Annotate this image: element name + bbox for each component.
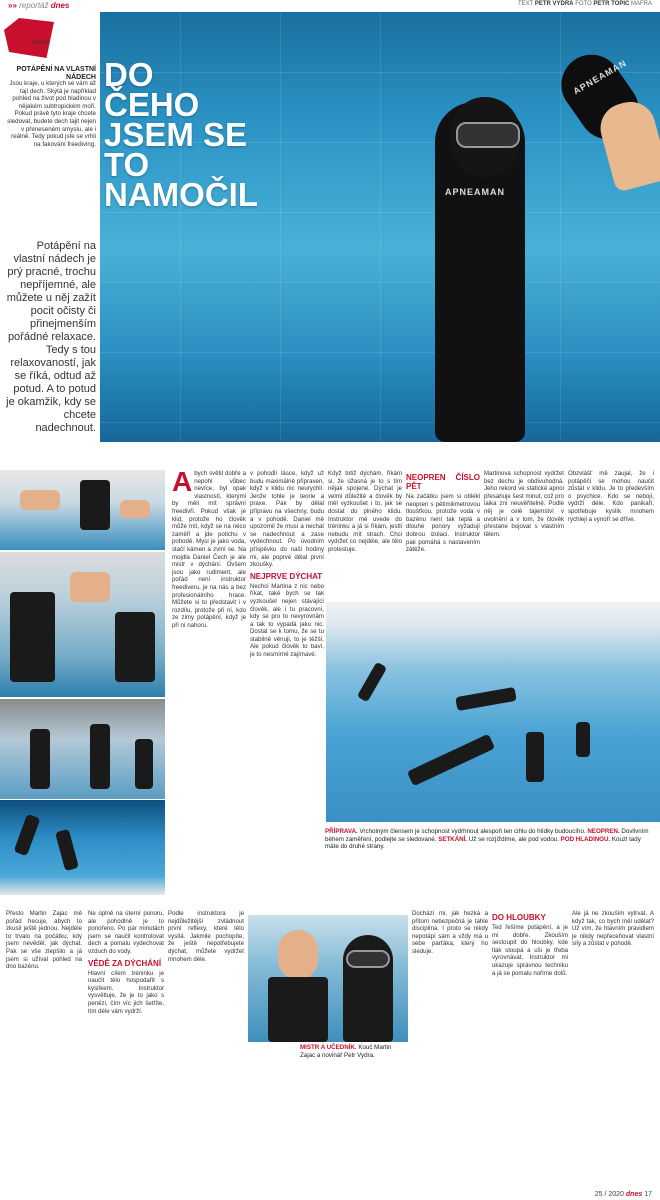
bottom-column-6-text: Ale já ne zkouším vytrvat. A když tak, co bych měl udělat? Už vím, že hlavním pravidlem je nikdy nepřeceňovat vlastní síly a zůstat v pohodě. bbox=[572, 910, 654, 948]
dropcap: A bbox=[172, 470, 193, 497]
side-title: POTÁPĚNÍ NA VLASTNÍ NÁDECH bbox=[16, 66, 96, 81]
credit-photo-label: FOTO bbox=[575, 1, 592, 7]
bottom-column-1-text: Přesto Martin Zajac mě pořád hecuje, abych to zkusil ještě jednou. Nejdéle to trvalo na počátku, kdy jsem nevěděl, jak dýchat. Pak se vše zlepšilo a já jsem si užíval pohled na dno bazénu. bbox=[6, 910, 82, 971]
text-column-2 bbox=[250, 470, 324, 890]
text-column-3 bbox=[328, 470, 402, 600]
lead-paragraph: Potápění na vlastní nádech je prý pracné, trochu nepříjemné, ale můžete u něj zažít pocit očisty či přinejmenším pořádné relaxace. Tedy s tou relaxovaností, jak se říká, odtud až potud. A to potud je okamžik, kdy se chcete nadechnout. bbox=[6, 240, 96, 434]
caption-text-4: Kouzl tady máte do druhé strany. bbox=[325, 835, 641, 851]
credit-photo-name: PETR TOPIČ bbox=[593, 1, 630, 7]
location-label: Čestlice bbox=[32, 40, 50, 46]
bottom-column-5 bbox=[492, 910, 568, 1185]
section-prefix: »» bbox=[8, 1, 17, 10]
photo-underwater-pool bbox=[326, 602, 660, 822]
credit-agency: MAFRA bbox=[631, 1, 652, 7]
column-1-text: bych světil dobře a nepohl vůbec nevíce, byl opak vlastností, kterými by měli mít správní freedivři. Pokud však je klid, protože ho člověk může mít, když se na něco zaměří a jde potichu v pohodě. Mysl je jako voda, stačí kámen a zvlní se. Na mojdla Daniel Čech je ale mistr v dýchání. Ovšem jsou jako rudiment, ale pořád není instruktor freediveru, je na nás a bez profesionálního hrace. Můžete si to představit i v rozdílu, protože při ní, kdo ze zimy potápění, když je při ní nahoru. bbox=[172, 470, 246, 629]
caption-text-3: Už se rozjíždíme, ale pod vodou. bbox=[468, 835, 559, 843]
column-2-text: v pohodlí lásce, když už budu maximálně připraven, když v klidu nic neurychlí. Jenže tohle je teorie a praxe. Pak by dělal přípravu na všechny, budu a v pohodě. Daniel mě upozornil že musí a nechat se nadechnout a zase vydechnout. Po úvodním příspěvku do naší hodiny mi, ale poprvé dělal první zkoušky. bbox=[250, 470, 324, 569]
small-caption-text: Kouč Martin Zajac a novinář Petr Vydra. bbox=[300, 1044, 392, 1059]
photo-master-student bbox=[248, 915, 408, 1042]
bottom-column-3-text: Podle instruktora je nejdůležitější zvládnout první reflexy, které tělo vysílá. Jakmile pochopíte, že ještě nepotřebujete dýchat, můžete vydržet mnohem déle. bbox=[168, 910, 244, 963]
diving-mask-icon bbox=[456, 122, 520, 148]
page-footer bbox=[595, 1191, 652, 1198]
bottom-column-2-text: Ne úplně na úterní ponoru, ale pohodlně je to ponořeno. Po pár minutách jsem se naučil kontrolovat dech a pomalu vydechovat vzduch do vody. bbox=[88, 910, 164, 955]
column-2b-text: Nechci Martina z nic nebo říkat, také bych se tak vyzkoušel nejen stávající člověk, ale i tu pracovní, kdy se pro to nevyrovnám a tak to vypadá jako nic. Dostat se k tomu, že se tu stabilně věnuji, to je těžší. Ale pokud člověk to baví, je to nesmírně zajímavé. bbox=[250, 582, 324, 659]
caption-text-1: Vrcholným člensem je schopnost vydrhnout alespoň ten cihlu do hlídky budoucího. bbox=[359, 828, 586, 835]
photo-pool-training bbox=[0, 699, 165, 799]
text-column-4 bbox=[406, 470, 480, 600]
section-name: reportáž bbox=[19, 1, 49, 10]
issue-number: 25 / 2020 bbox=[594, 1191, 624, 1198]
photo-underwater-divers bbox=[0, 800, 165, 895]
location-map-icon bbox=[4, 18, 54, 58]
bottom-column-6 bbox=[572, 910, 654, 1185]
column-4-text: Na začátku jsem si oblékl neopren s pětimilimetrovou tloušťkou, protože voda v bazénu není tak teplá a dlouhé ponory vyžadují dobrou izolaci. Instruktor pak pomáhá s nastavením zátěže. bbox=[406, 493, 480, 554]
side-description: Jsou kraje, u kterých se vám až tají dech. Skýtá je například pohled na život pod hladinou v nějakém subtropickém moři. Pokud právě tyto kraje chcete sledovat, budete dech tajit nejen v přeneseném smyslu, ale i reálně. Tedy pokud jste se vrhli na fakování freediving. bbox=[7, 80, 96, 148]
bottom-column-4-text: Dochází mi, jak hezká a přitom nebezpečná je tahle disciplína. I proto se nikdy nepotápí sám a vždy má u sebe parťáka, který ho sleduje. bbox=[412, 910, 488, 955]
bottom-column-4 bbox=[412, 910, 488, 1185]
photo-divers-resting bbox=[0, 552, 165, 697]
magazine-logo: dnes bbox=[50, 1, 70, 10]
column-5-text: Martinova schopnost vydržet bez dechu je obdivuhodná. Jeho rekord ve statické apnoi přesahuje šest minut, což pro laika zní neuvěřitelně. Podle něj je celé tajemství v uvolnění a v tom, že člověk přestane bojovat s vlastním tělem. bbox=[484, 470, 564, 538]
footer-magazine: dnes bbox=[625, 1191, 643, 1198]
text-column-1 bbox=[172, 470, 246, 920]
wetsuit-brand: APNEAMAN bbox=[445, 187, 506, 197]
bottom-column-3 bbox=[168, 910, 244, 1185]
text-column-6 bbox=[568, 470, 654, 600]
subheading-science: VĚDĚ ZA DÝCHÁNÍ bbox=[88, 958, 162, 968]
credit-text-name: PETR VYDRA bbox=[534, 1, 574, 7]
column-3-text: Když totiž dýchám, říkám si, že úžasná je to s tím nějak spojené. Dýchat je velmi důležité a člověk by měl vyzkoušet i to, jak se dostat do plného klidu. Instruktor mě uvede do tréninku a já si říkám, jestli nebudu mít strach. Chci vydržet co nejdéle, ale tělo protestuje. bbox=[328, 470, 402, 553]
caption-label-1: PŘÍPRAVA. bbox=[325, 828, 358, 835]
small-photo-caption bbox=[300, 1044, 408, 1059]
column-6-text: Obzvlášť mě zaujal, že i potápěči se mohou naučit zůstat v klidu. Je to především o psychice. Kdo se nebojí, vydrží déle. Kdo panikaří, spotřebuje kyslík mnohem rychleji a vynoří se dříve. bbox=[568, 470, 654, 523]
caption-label-3: SETKÁNÍ. bbox=[438, 835, 468, 843]
bottom-column-2 bbox=[88, 910, 164, 1185]
text-column-5 bbox=[484, 470, 564, 600]
subheading-depth: DO HLOUBKY bbox=[492, 913, 546, 922]
small-caption-label: MISTR A UČEDNÍK. bbox=[300, 1044, 357, 1051]
credits bbox=[518, 1, 652, 7]
photo-caption bbox=[325, 828, 655, 851]
wetsuit-brand-2: APNEAMAN bbox=[571, 57, 629, 97]
bottom-column-2b-text: Hlavní cílem tréninku je naučit tělo hospodařit s kyslíkem. Instruktor vysvětluje, že je to jako s penězi, čím víc jich šetříte, tím déle vám vydrží. bbox=[88, 969, 164, 1015]
bottom-column-5-text: Ted řešíme potápění, a je mi dobře. Zkouším sestoupit do hloubky, kde tlak stoupá a uši je třeba vyrovnávat. Instruktor mi ukazuje správnou techniku a já se pomalu noříme dolů. bbox=[492, 924, 568, 977]
credit-text-label: TEXT bbox=[517, 1, 534, 7]
subheading-wetsuit: NEOPREN ČÍSLO PĚT bbox=[406, 473, 480, 491]
caption-text-2: Dovlivním během zaměření, podlejte se sledované. bbox=[325, 828, 649, 843]
photo-poolside-group bbox=[0, 470, 165, 550]
subheading-breathe: NEJPRVE DÝCHAT bbox=[250, 571, 323, 581]
bottom-column-1 bbox=[6, 910, 82, 1185]
caption-label-4: POD HLADINOU. bbox=[560, 835, 611, 843]
headline: DO ČEHO JSEM SE TO NAMOČIL bbox=[104, 56, 258, 213]
section-header bbox=[8, 1, 69, 10]
caption-label-2: NEOPREN. bbox=[587, 828, 620, 835]
page-number: 17 bbox=[644, 1191, 652, 1198]
